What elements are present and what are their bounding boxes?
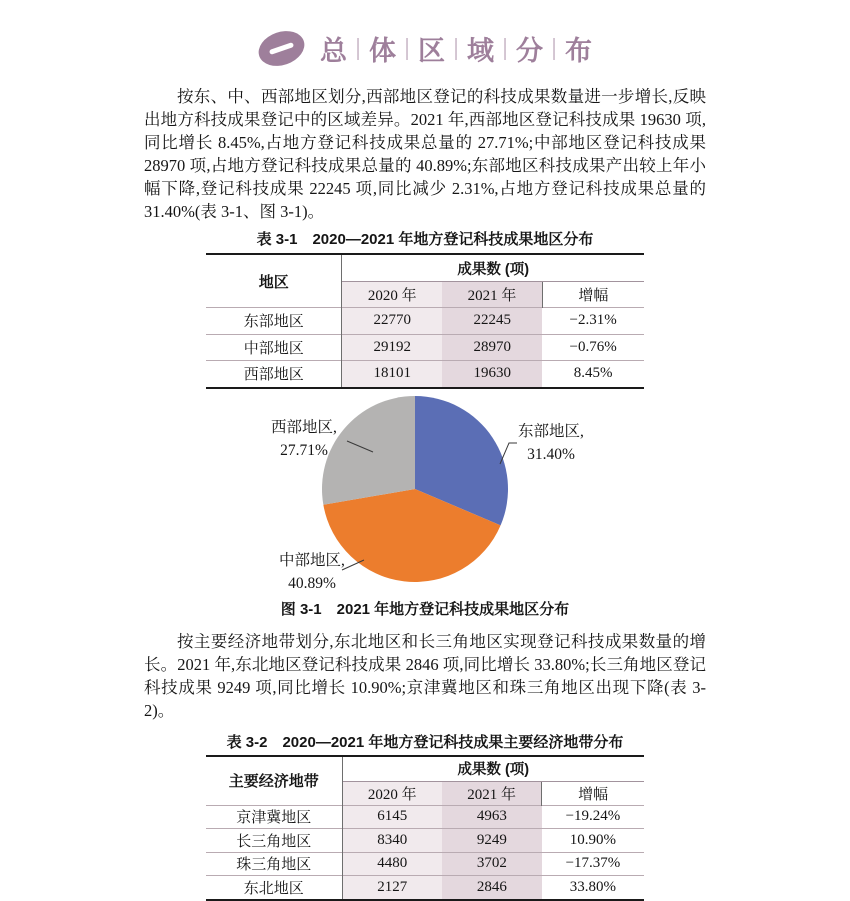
table-cell-y2021: 19630 [442, 361, 542, 388]
pie-label: 31.40% [527, 445, 575, 463]
table-cell-name: 京津冀地区 [206, 805, 342, 829]
table-cell-y2020: 8340 [342, 829, 442, 853]
pie-chart-svg [0, 391, 850, 596]
table-row [206, 805, 644, 829]
table2-subheader-2021: 2021 年 [442, 781, 542, 805]
table-row [206, 361, 644, 388]
table2-group-header: 成果数 (项) [342, 756, 644, 782]
table2-head [206, 756, 644, 806]
table-cell-y2020: 22770 [342, 308, 442, 335]
table-region-distribution [206, 253, 644, 389]
table1-subheader-change: 增幅 [542, 282, 644, 308]
figure-caption: 图 3-1 2021 年地方登记科技成果地区分布 [280, 600, 570, 618]
table1-body [206, 308, 644, 388]
pie-label: 东部地区, [518, 422, 584, 440]
table2-caption: 表 3-2 2020—2021 年地方登记科技成果主要经济地带分布 [226, 733, 624, 751]
one-glyph [269, 42, 294, 55]
pie-figure [0, 391, 850, 596]
paragraph-1: 按东、中、西部地区划分,西部地区登记的科技成果数量进一步增长,反映出地方科技成果登记中的区域差异。2021 年,西部地区登记科技成果 19630 项,同比增长 8.45%,占地方登记科技成果总量的 27.71%;中部地区登记科技成果 28970 项,占地方登记科技成果总量的 40.89%;东部地区科技成果产出较上年小幅下降,登记科技成果 22245 项,同比减少 2.31%,占地方登记科技成果总量的 31.40%(表 3-1、图 3-1)。 [144, 87, 706, 221]
pie-label: 27.71% [280, 441, 328, 459]
table-cell-name: 西部地区 [206, 361, 342, 388]
header-title-char: 总 [320, 35, 348, 66]
table1-subheader-2020: 2020 年 [342, 282, 442, 308]
table-cell-change: 10.90% [542, 829, 644, 853]
table-cell-y2021: 2846 [442, 876, 542, 900]
header-title-char: 布 [564, 35, 592, 66]
title-separator: | [454, 33, 458, 60]
table-row [206, 829, 644, 853]
section-title [320, 29, 592, 68]
table-cell-y2020: 6145 [342, 805, 442, 829]
table-cell-y2021: 3702 [442, 852, 542, 876]
table2-body [206, 805, 644, 900]
table-cell-change: 33.80% [542, 876, 644, 900]
table-row [206, 852, 644, 876]
table-cell-change: −2.31% [542, 308, 644, 335]
table-row [206, 308, 644, 335]
table-cell-y2021: 28970 [442, 334, 542, 361]
pie-label: 西部地区, [271, 418, 337, 436]
table1-group-header: 成果数 (项) [342, 254, 644, 282]
table-row [206, 334, 644, 361]
table1-subheader-2021: 2021 年 [442, 282, 542, 308]
table-cell-change: 8.45% [542, 361, 644, 388]
table2-subheader-change: 增幅 [542, 781, 644, 805]
table2-subheader-2020: 2020 年 [342, 781, 442, 805]
table-cell-change: −0.76% [542, 334, 644, 361]
table-cell-change: −17.37% [542, 852, 644, 876]
table-cell-y2020: 18101 [342, 361, 442, 388]
title-separator: | [552, 33, 556, 60]
pie-leader-line [342, 560, 364, 570]
table1-col1-header: 地区 [206, 254, 342, 308]
table-cell-y2021: 22245 [442, 308, 542, 335]
table2-col1-header: 主要经济地带 [206, 756, 342, 806]
table-cell-y2020: 29192 [342, 334, 442, 361]
table-cell-name: 东北地区 [206, 876, 342, 900]
paragraph-2: 按主要经济地带划分,东北地区和长三角地区实现登记科技成果数量的增长。2021 年,东北地区登记科技成果 2846 项,同比增长 33.80%;长三角地区登记科技成果 9249 项,同比增长 10.90%;京津冀地区和珠三角地区出现下降(表 3-2)。 [144, 631, 706, 720]
pie-label: 40.89% [288, 574, 336, 592]
header-title-char: 区 [418, 35, 445, 66]
section-number-one-icon [254, 25, 309, 72]
table-cell-name: 中部地区 [206, 334, 342, 361]
table-economic-zone-distribution [206, 755, 644, 901]
section-header [0, 0, 850, 69]
header-title-char: 域 [466, 35, 494, 66]
table-cell-name: 东部地区 [206, 308, 342, 335]
title-separator: | [405, 33, 409, 60]
table-cell-y2020: 4480 [342, 852, 442, 876]
table-cell-y2020: 2127 [342, 876, 442, 900]
table1-head [206, 254, 644, 308]
title-separator: | [356, 33, 360, 60]
table-row [206, 876, 644, 900]
title-separator: | [503, 33, 507, 60]
header-title-char: 体 [369, 35, 397, 66]
pie-label: 中部地区, [279, 551, 345, 569]
table-cell-change: −19.24% [542, 805, 644, 829]
table1-caption: 表 3-1 2020—2021 年地方登记科技成果地区分布 [256, 231, 594, 248]
table-cell-y2021: 9249 [442, 829, 542, 853]
table-cell-name: 珠三角地区 [206, 852, 342, 876]
header-title-char: 分 [515, 35, 543, 66]
table-cell-name: 长三角地区 [206, 829, 342, 853]
table-cell-y2021: 4963 [442, 805, 542, 829]
